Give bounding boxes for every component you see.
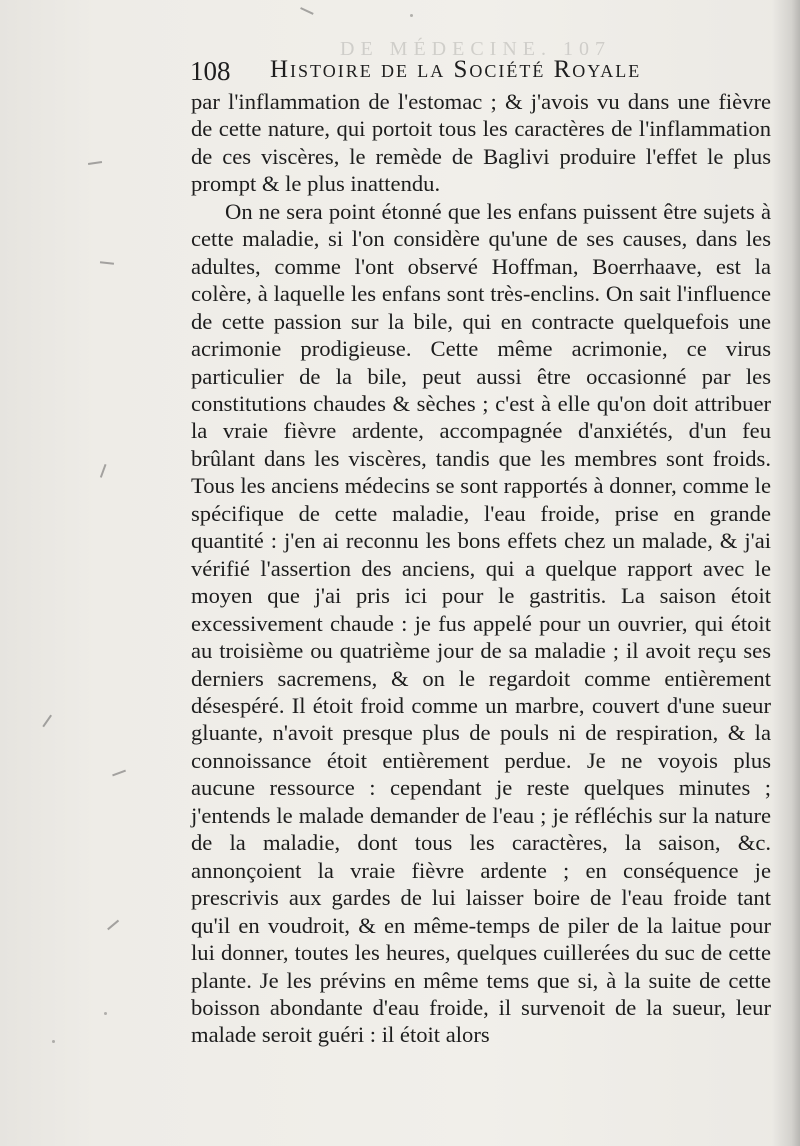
page-header bbox=[190, 56, 750, 92]
paper-speck bbox=[410, 14, 413, 17]
running-head: Histoire de la Société Royale bbox=[270, 56, 642, 83]
paper-speck bbox=[104, 1012, 107, 1015]
margin-mark bbox=[42, 715, 51, 727]
paragraph-2: On ne sera point étonné que les enfans puissent être sujets à cette maladie, si l'on considère qu'une de ses causes, dans les adultes, comme l'ont observé Hoffman, Boerrhaave, est la colère, à laquelle les enfans sont très-enclins. On sait l'influence de cette passion sur la bile, qui en contracte quelquefois une acrimonie prodigieuse. Cette même acrimonie, ce virus particulier de la bile, peut aussi être occasionné par les constitutions chaudes & sèches ; c'est à elle qu'on doit attribuer la vraie fièvre ardente, accompagnée d'anxiétés, d'un feu brûlant dans les viscères, tandis que les membres sont froids. Tous les anciens médecins se sont rapportés à donner, comme le spécifique de cette maladie, l'eau froide, prise en grande quantité : j'en ai reconnu les bons effets chez un malade, & j'ai vérifié l'assertion des anciens, qui a quelque rapport avec le moyen que j'ai pris ici pour le gastritis. La saison étoit excessivement chaude : je fus appelé pour un ouvrier, qui étoit au troisième ou quatrième jour de sa maladie ; il avoit reçu ses derniers sacremens, & on le regardoit comme entièrement désespéré. Il étoit froid comme un marbre, couvert d'une sueur gluante, n'avoit presque plus de pouls ni de respiration, & la connoissance étoit entièrement perdue. Je ne voyois plus aucune ressource : cependant je reste quelques minutes ; j'entends le malade demander de l'eau ; je réfléchis sur la nature de la maladie, dont tous les caractères, la saison, &c. annonçoient la vraie fièvre ardente ; en conséquence je prescrivis aux gardes de lui laisser boire de l'eau froide tant qu'il en voudroit, & en même-temps de piler de la laitue pour lui donner, toutes les heures, quelques cuillerées du suc de cette plante. Je les prévins en même tems que si, à la suite de cette boisson abondante d'eau froide, il survenoit de la sueur, leur malade seroit guéri : il étoit alors bbox=[191, 198, 771, 1048]
body-text bbox=[191, 88, 771, 1049]
page-edge-shadow bbox=[772, 0, 800, 1146]
page-number: 108 bbox=[190, 56, 231, 86]
margin-mark bbox=[100, 261, 114, 264]
bleed-through-text: DE MÉDECINE. 107 bbox=[340, 38, 611, 60]
margin-mark bbox=[88, 161, 102, 165]
paragraph-1: par l'inflammation de l'estomac ; & j'avois vu dans une fièvre de cette nature, qui portoit tous les caractères de l'inflammation de ces viscères, le remède de Baglivi produire l'effet le plus prompt & le plus inattendu. bbox=[191, 89, 771, 197]
margin-mark bbox=[112, 770, 126, 776]
margin-mark bbox=[100, 464, 106, 478]
margin-mark bbox=[107, 920, 119, 930]
margin-mark bbox=[300, 7, 313, 14]
paper-speck bbox=[52, 1040, 55, 1043]
